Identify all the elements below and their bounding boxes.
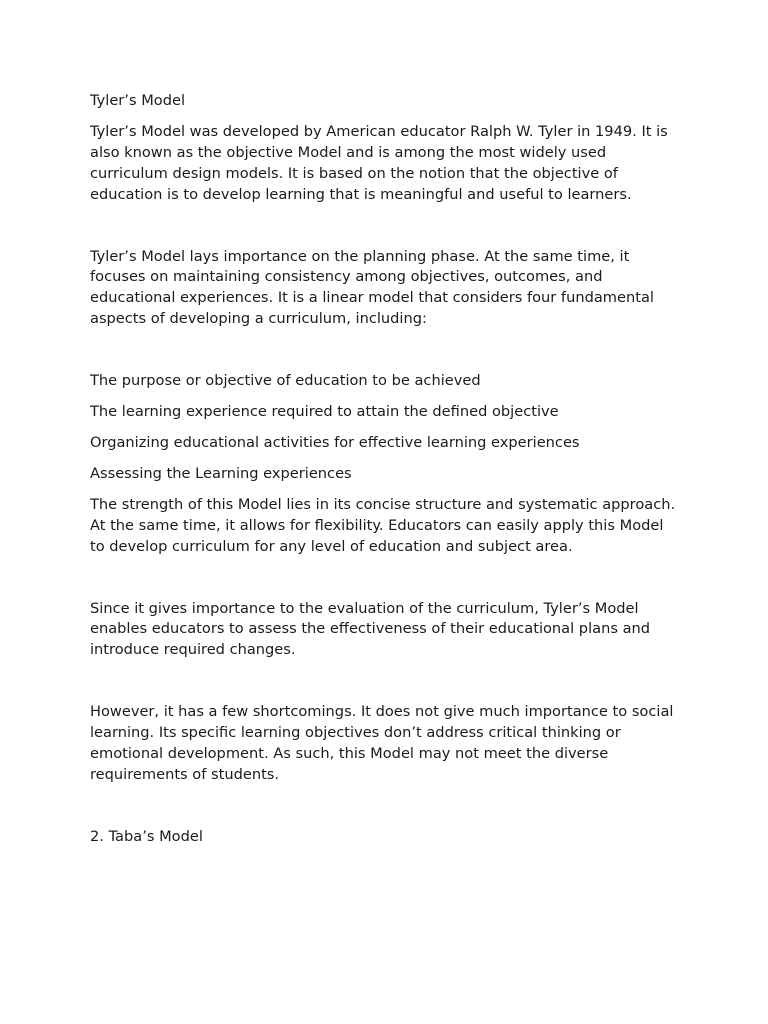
section-heading: Tyler’s Model xyxy=(90,92,186,109)
aspect-item-4: Assessing the Learning experiences xyxy=(90,464,352,482)
document-body xyxy=(90,91,680,848)
next-section-heading: 2. Taba’s Model xyxy=(90,827,203,845)
paragraph-strength: The strength of this Model lies in its concise structure and systematic approach. At the same time, it allows for flexibility. Educators can easily apply this Model to develop curriculum for any level of education and subject area. xyxy=(90,495,676,555)
aspect-item-2: The learning experience required to attain the defined objective xyxy=(90,403,559,421)
paragraph-planning: Tyler’s Model lays importance on the planning phase. At the same time, it focuses on maintaining consistency among objectives, outcomes, and educational experiences. It is a linear model that considers four fundamental aspects of developing a curriculum, including: xyxy=(90,247,654,328)
paragraph-evaluation: Since it gives importance to the evaluation of the curriculum, Tyler’s Model enables educators to assess the effectiveness of their educational plans and introduce required changes. xyxy=(90,599,651,659)
paragraph-intro: Tyler’s Model was developed by American educator Ralph W. Tyler in 1949. It is also known as the objective Model and is among the most widely used curriculum design models. It is based on the notion that the objective of education is to develop learning that is meaningful and useful to learners. xyxy=(90,122,668,203)
aspect-item-3: Organizing educational activities for effective learning experiences xyxy=(90,433,580,451)
aspect-item-1: The purpose or objective of education to be achieved xyxy=(90,372,481,390)
paragraph-shortcomings: However, it has a few shortcomings. It does not give much importance to social learning. Its specific learning objectives don’t address critical thinking or emotional development. As such, this Model may not meet the diverse requirements of students. xyxy=(90,703,674,783)
